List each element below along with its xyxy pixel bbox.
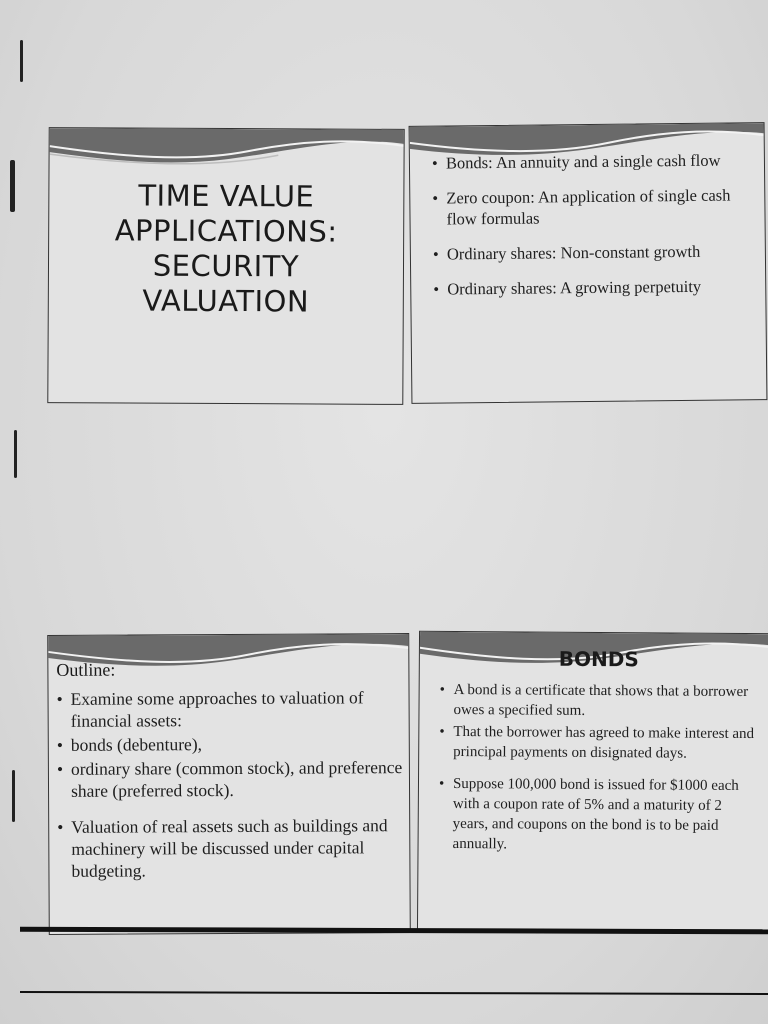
binder-mark-2 [10, 160, 15, 212]
list-item: • That the borrower has agreed to make interest and principal payments on disignated days. [439, 722, 755, 764]
list-item: • Ordinary shares: Non-constant growth [433, 240, 755, 264]
title-line: TIME VALUE [138, 178, 315, 214]
outline-heading: Outline: [56, 659, 116, 680]
title-line: VALUATION [142, 283, 310, 319]
slide-title [47, 127, 404, 405]
list-item: • Valuation of real assets such as buildings and machinery will be discussed under capital budgeting. [57, 814, 403, 882]
list-item: • Examine some approaches to valuation of financial assets: [56, 686, 402, 732]
list-item: • Zero coupon: An application of single cash flow formulas [432, 184, 754, 229]
title-line: SECURITY [152, 248, 300, 284]
list-item: • ordinary share (common stock), and preference share (preferred stock). [57, 756, 403, 802]
slide-bonds [417, 631, 768, 934]
binder-mark-4 [12, 770, 15, 822]
slide-topics [409, 122, 768, 404]
topics-list [432, 149, 756, 299]
list-item: • Ordinary shares: A growing perpetuity [433, 275, 755, 299]
title-line: APPLICATIONS: [114, 213, 338, 249]
list-item: • A bond is a certificate that shows that a borrower owes a specified sum. [439, 680, 755, 722]
slide-title-text [49, 178, 404, 320]
list-item: • Suppose 100,000 bond is issued for $1000 each with a coupon rate of 5% and a maturity of 2 years, and coupons on the bond is to be paid annually. [438, 774, 755, 856]
outline-list [56, 686, 403, 882]
list-item: • Bonds: An annuity and a single cash flow [432, 149, 754, 173]
slide-header-swoosh [50, 128, 404, 170]
bonds-heading: BONDS [558, 646, 639, 672]
binder-mark-3 [14, 430, 17, 478]
bonds-list [438, 680, 755, 856]
binder-mark-1 [20, 40, 23, 82]
list-item: • bonds (debenture), [57, 732, 403, 756]
slide-outline [47, 633, 411, 935]
